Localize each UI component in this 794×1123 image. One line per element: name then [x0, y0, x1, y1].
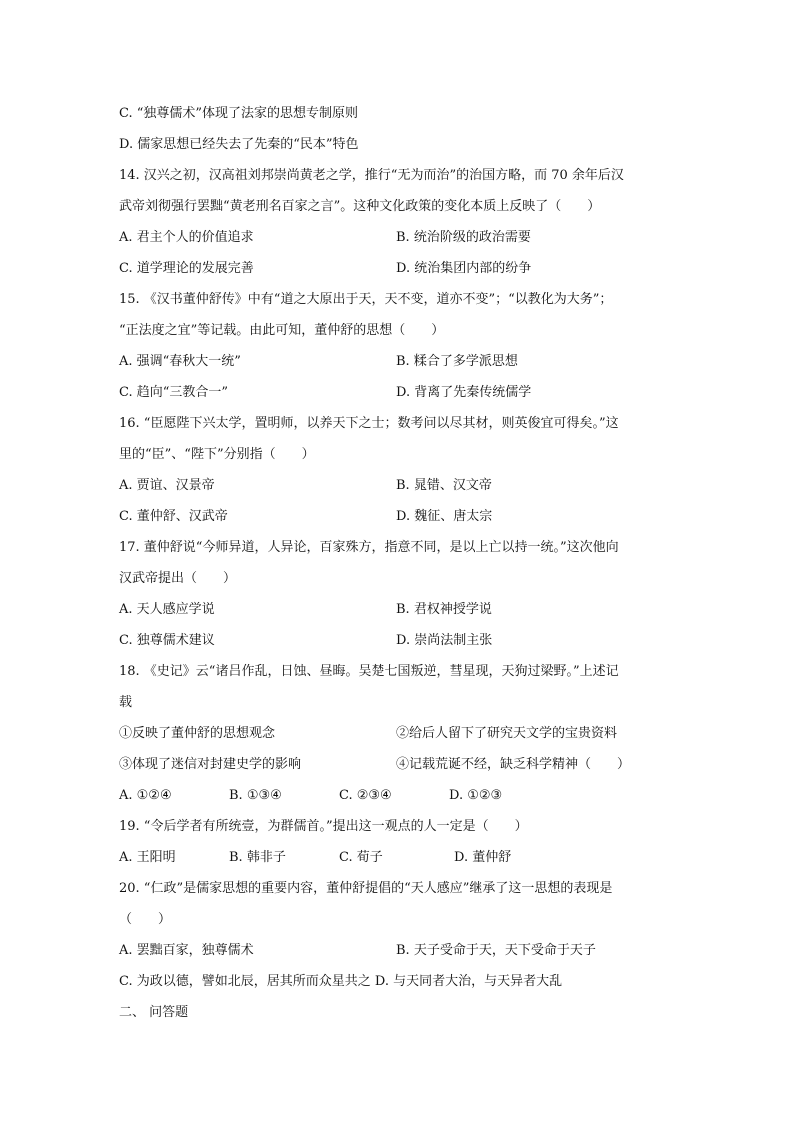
q19-option-d: D. 董仲舒	[454, 850, 512, 865]
q13-option-c: C. “独尊儒术”体现了法家的思想专制原则	[119, 106, 359, 121]
q19-option-c: C. 荀子	[339, 850, 383, 865]
q18-option-d: D. ①②③	[449, 788, 503, 803]
q17-option-d: D. 崇尚法制主张	[396, 633, 493, 648]
q16-options-row-1	[119, 470, 679, 501]
q18-option-a: A. ①②④	[119, 788, 172, 803]
q18-options-row	[119, 780, 679, 811]
q16-option-b: B. 晁错、汉文帝	[396, 478, 492, 493]
q18-item-4: ④记载荒诞不经，缺乏科学精神（ ）	[396, 757, 631, 772]
q14-stem-line-1: 14. 汉兴之初，汉高祖刘邦崇尚黄老之学，推行“无为而治”的治国方略，而 70 余年后汉	[119, 168, 624, 183]
q17-options-row-1	[119, 594, 679, 625]
q20-option-b: B. 天子受命于天，天下受命于天子	[396, 943, 596, 958]
q15-option-a: A. 强调“春秋大一统”	[119, 354, 241, 369]
q16-option-c: C. 董仲舒、汉武帝	[119, 509, 228, 524]
q18-stem-line-1: 18. 《史记》云“诸吕作乱，日蚀、昼晦。吴楚七国叛逆，彗星现，天狗过梁野。”上述记	[119, 664, 619, 679]
q18-items-row-1	[119, 718, 679, 749]
q14-options-row-2	[119, 253, 679, 284]
q19-stem-line-1: 19. “令后学者有所统壹，为群儒首。”提出这一观点的人一定是（ ）	[119, 819, 528, 834]
q13-option-d: D. 儒家思想已经失去了先秦的“民本”特色	[119, 137, 359, 152]
q16-options-row-2	[119, 501, 679, 532]
q17-stem-line-1: 17. 董仲舒说“今师异道，人异论，百家殊方，指意不同，是以上亡以持一统。”这次他向	[119, 540, 619, 555]
q16-option-a: A. 贾谊、汉景帝	[119, 478, 215, 493]
q15-options-row-2	[119, 377, 679, 408]
q18-items-row-2	[119, 749, 679, 780]
q18-item-2: ②给后人留下了研究天文学的宝贵资料	[396, 726, 618, 741]
q18-item-1: ①反映了董仲舒的思想观念	[119, 726, 276, 741]
q16-option-d: D. 魏征、唐太宗	[396, 509, 493, 524]
q20-stem-line-2: （ ）	[119, 912, 172, 927]
q19-option-b: B. 韩非子	[229, 850, 286, 865]
question-17	[119, 532, 679, 656]
q20-stem-line-1: 20. “仁政”是儒家思想的重要内容，董仲舒提倡的“天人感应”继承了这一思想的表现是	[119, 881, 613, 896]
q14-option-a: A. 君主个人的价值追求	[119, 230, 254, 245]
q17-option-b: B. 君权神授学说	[396, 602, 492, 617]
q15-option-d: D. 背离了先秦传统儒学	[396, 385, 532, 400]
q14-option-c: C. 道学理论的发展完善	[119, 261, 254, 276]
q14-stem-line-2: 武帝刘彻强行罢黜“黄老刑名百家之言”。这种文化政策的变化本质上反映了（ ）	[119, 199, 601, 214]
q20-option-a: A. 罢黜百家，独尊儒术	[119, 943, 254, 958]
q16-stem-line-2: 里的“臣”、“陛下”分别指（ ）	[119, 447, 315, 462]
q18-item-3: ③体现了迷信对封建史学的影响	[119, 757, 302, 772]
q15-option-b: B. 糅合了多学派思想	[396, 354, 518, 369]
q18-stem-line-2: 载	[119, 695, 133, 710]
question-18	[119, 656, 679, 811]
q18-option-c: C. ②③④	[339, 788, 392, 803]
q20-options-row-1	[119, 935, 679, 966]
q17-stem-line-2: 汉武帝提出（ ）	[119, 571, 237, 586]
q20-options-row-2: C. 为政以德，譬如北辰，居其所而众星共之 D. 与天同者大治，与天异者大乱	[119, 974, 563, 989]
q19-options-row	[119, 842, 679, 873]
q14-option-d: D. 统治集团内部的纷争	[396, 261, 532, 276]
q15-option-c: C. 趋向“三教合一”	[119, 385, 229, 400]
q14-options-row-1	[119, 222, 679, 253]
question-14	[119, 160, 679, 284]
question-20	[119, 873, 679, 997]
q18-option-b: B. ①③④	[229, 788, 282, 803]
exam-page	[119, 98, 679, 1028]
q16-stem-line-1: 16. “臣愿陛下兴太学，置明师，以养天下之士；数考问以尽其材，则英俊宜可得矣。”这	[119, 416, 619, 431]
question-16	[119, 408, 679, 532]
q15-stem-line-2: “正法度之宜”等记载。由此可知，董仲舒的思想（ ）	[119, 323, 445, 338]
question-19	[119, 811, 679, 873]
q14-option-b: B. 统治阶级的政治需要	[396, 230, 531, 245]
q19-option-a: A. 王阳明	[119, 850, 176, 865]
section-2-heading: 二、 问答题	[119, 1005, 189, 1020]
q15-stem-line-1: 15. 《汉书董仲舒传》中有“道之大原出于天，天不变，道亦不变”；“以教化为大务”；	[119, 292, 613, 307]
q17-options-row-2	[119, 625, 679, 656]
q15-options-row-1	[119, 346, 679, 377]
q17-option-c: C. 独尊儒术建议	[119, 633, 215, 648]
q17-option-a: A. 天人感应学说	[119, 602, 215, 617]
question-15	[119, 284, 679, 408]
